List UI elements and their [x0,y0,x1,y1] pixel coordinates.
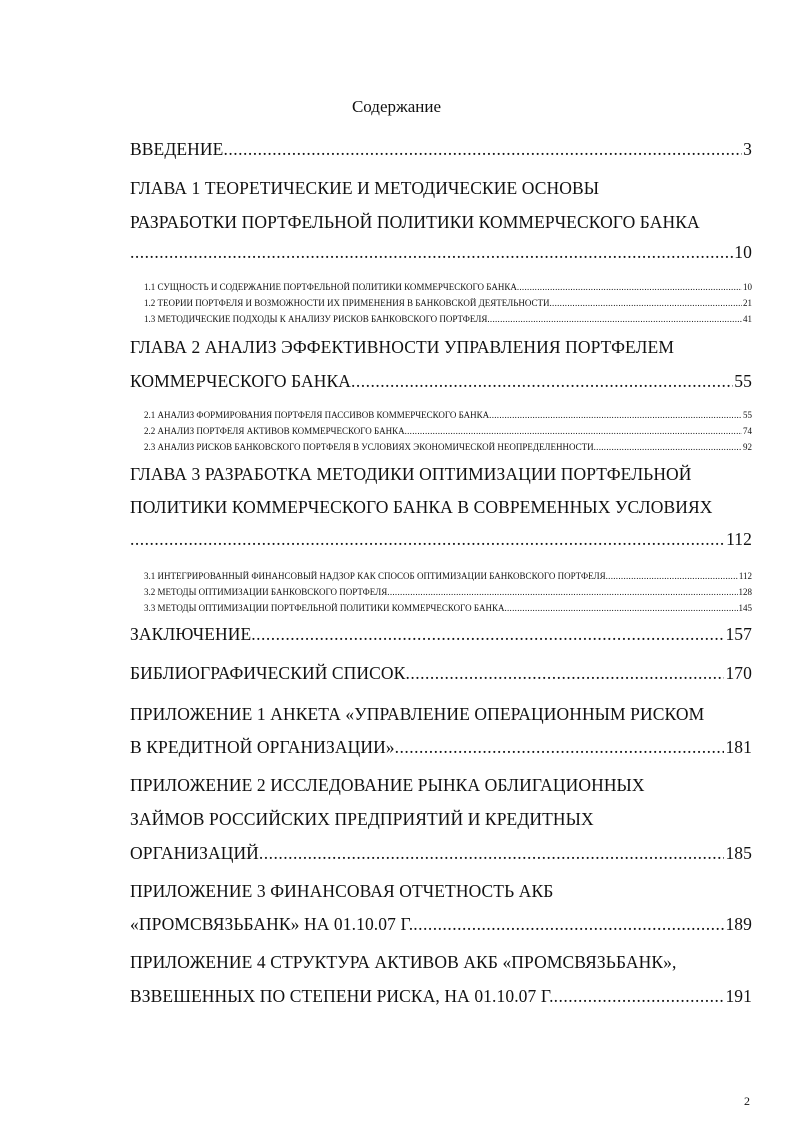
toc-entry-page: 3 [743,139,752,159]
toc-section-2-3[interactable] [144,441,752,453]
toc-section-page: 92 [743,442,752,452]
toc-section-text: 2.2 АНАЛИЗ ПОРТФЕЛЯ АКТИВОВ КОММЕРЧЕСКОГО БАНКА [144,426,405,436]
toc-section-text: 2.1 АНАЛИЗ ФОРМИРОВАНИЯ ПОРТФЕЛЯ ПАССИВОВ КОММЕРЧЕСКОГО БАНКА [144,410,490,420]
toc-entry-text: «ПРОМСВЯЗЬБАНК» НА 01.10.07 Г. [130,914,414,934]
toc-chapter-3-page-line[interactable] [130,527,752,551]
toc-appendix-2-line-1[interactable]: ПРИЛОЖЕНИЕ 2 ИССЛЕДОВАНИЕ РЫНКА ОБЛИГАЦИОННЫХ [130,775,645,795]
toc-entry-introduction[interactable] [130,137,752,161]
toc-entry-text: В КРЕДИТНОЙ ОРГАНИЗАЦИИ» [130,737,395,757]
toc-appendix-1-line-1[interactable]: ПРИЛОЖЕНИЕ 1 АНКЕТА «УПРАВЛЕНИЕ ОПЕРАЦИОННЫМ РИСКОМ [130,704,705,724]
toc-appendix-1-line-2[interactable] [130,735,752,759]
toc-chapter-1-line-2[interactable]: РАЗРАБОТКИ ПОРТФЕЛЬНОЙ ПОЛИТИКИ КОММЕРЧЕСКОГО БАНКА [130,212,700,232]
leader-dots [489,409,742,421]
leader-dots [549,297,742,309]
toc-entry-text: ВЗВЕШЕННЫХ ПО СТЕПЕНИ РИСКА, НА 01.10.07 Г. [130,986,554,1006]
toc-section-text: 1.1 СУЩНОСТЬ И СОДЕРЖАНИЕ ПОРТФЕЛЬНОЙ ПОЛИТИКИ КОММЕРЧЕСКОГО БАНКА [144,282,517,292]
toc-section-page: 21 [743,298,752,308]
toc-section-1-2[interactable] [144,297,752,309]
leader-dots [554,984,725,1008]
leader-dots [504,602,737,614]
toc-entry-text: ЗАКЛЮЧЕНИЕ [130,624,252,644]
leader-dots [387,586,737,598]
toc-entry-page: 181 [725,737,752,757]
toc-entry-page: 185 [725,843,752,863]
toc-section-page: 128 [738,587,752,597]
leader-dots [594,441,742,453]
toc-section-page: 41 [743,314,752,324]
toc-entry-text: БИБЛИОГРАФИЧЕСКИЙ СПИСОК [130,663,406,683]
leader-dots [251,622,724,646]
leader-dots [413,912,724,936]
toc-entry-bibliography[interactable] [130,661,752,685]
toc-appendix-2-line-2[interactable]: ЗАЙМОВ РОССИЙСКИХ ПРЕДПРИЯТИЙ И КРЕДИТНЫХ [130,809,594,829]
toc-appendix-3-line-1[interactable]: ПРИЛОЖЕНИЕ 3 ФИНАНСОВАЯ ОТЧЕТНОСТЬ АКБ [130,881,554,901]
toc-section-text: 3.3 МЕТОДЫ ОПТИМИЗАЦИИ ПОРТФЕЛЬНОЙ ПОЛИТИКИ КОММЕРЧЕСКОГО БАНКА [144,603,505,613]
toc-section-text: 2.3 АНАЛИЗ РИСКОВ БАНКОВСКОГО ПОРТФЕЛЯ В УСЛОВИЯХ ЭКОНОМИЧЕСКОЙ НЕОПРЕДЕЛЕННОСТИ [144,442,594,452]
toc-section-3-3[interactable] [144,602,752,614]
page-number: 2 [744,1094,750,1108]
leader-dots [405,661,724,685]
toc-entry-page: 191 [725,986,752,1006]
toc-section-page: 55 [743,410,752,420]
leader-dots [259,841,725,865]
leader-dots [223,137,742,161]
leader-dots [517,281,742,293]
toc-chapter-1-page-line[interactable] [130,240,752,264]
toc-entry-page: 10 [734,242,752,262]
toc-section-page: 10 [743,282,752,292]
toc-chapter-2-line-2[interactable] [130,369,752,393]
toc-appendix-3-line-2[interactable] [130,912,752,936]
toc-section-2-2[interactable] [144,425,752,437]
toc-entry-page: 189 [725,914,752,934]
toc-appendix-4-line-2[interactable] [130,984,752,1008]
toc-entry-text: ОРГАНИЗАЦИЙ [130,843,259,863]
toc-section-page: 145 [738,603,752,613]
toc-entry-text: КОММЕРЧЕСКОГО БАНКА [130,371,352,391]
toc-entry-text: ВВЕДЕНИЕ [130,139,224,159]
toc-section-page: 112 [738,571,752,581]
toc-entry-page: 157 [725,624,752,644]
toc-section-text: 3.2 МЕТОДЫ ОПТИМИЗАЦИИ БАНКОВСКОГО ПОРТФЕЛЯ [144,587,388,597]
toc-appendix-4-line-1[interactable]: ПРИЛОЖЕНИЕ 4 СТРУКТУРА АКТИВОВ АКБ «ПРОМСВЯЗЬБАНК», [130,952,677,972]
toc-section-3-1[interactable] [144,570,752,582]
toc-section-page: 74 [743,426,752,436]
toc-title: Содержание [351,97,442,116]
leader-dots [405,425,742,437]
toc-chapter-3-line-1[interactable]: ГЛАВА 3 РАЗРАБОТКА МЕТОДИКИ ОПТИМИЗАЦИИ ПОРТФЕЛЬНОЙ [130,464,692,484]
leader-dots [487,313,742,325]
toc-appendix-2-line-3[interactable] [130,841,752,865]
leader-dots [351,369,733,393]
toc-chapter-2-line-1[interactable]: ГЛАВА 2 АНАЛИЗ ЭФФЕКТИВНОСТИ УПРАВЛЕНИЯ ПОРТФЕЛЕМ [130,337,674,357]
leader-dots [130,240,733,264]
toc-entry-page: 55 [734,371,752,391]
toc-entry-conclusion[interactable] [130,622,752,646]
toc-entry-page: 170 [725,663,752,683]
toc-entry-page: 112 [726,529,752,549]
toc-section-3-2[interactable] [144,586,752,598]
toc-chapter-3-line-2[interactable]: ПОЛИТИКИ КОММЕРЧЕСКОГО БАНКА В СОВРЕМЕННЫХ УСЛОВИЯХ [130,497,713,517]
leader-dots [130,527,725,551]
leader-dots [395,735,725,759]
toc-section-text: 3.1 ИНТЕГРИРОВАННЫЙ ФИНАНСОВЫЙ НАДЗОР КАК СПОСОБ ОПТИМИЗАЦИИ БАНКОВСКОГО ПОРТФЕЛЯ [144,571,606,581]
toc-chapter-1-line-1[interactable]: ГЛАВА 1 ТЕОРЕТИЧЕСКИЕ И МЕТОДИЧЕСКИЕ ОСНОВЫ [130,178,600,198]
leader-dots [606,570,738,582]
toc-section-text: 1.2 ТЕОРИИ ПОРТФЕЛЯ И ВОЗМОЖНОСТИ ИХ ПРИМЕНЕНИЯ В БАНКОВСКОЙ ДЕЯТЕЛЬНОСТИ [144,298,550,308]
toc-section-text: 1.3 МЕТОДИЧЕСКИЕ ПОДХОДЫ К АНАЛИЗУ РИСКОВ БАНКОВСКОГО ПОРТФЕЛЯ [144,314,488,324]
toc-section-2-1[interactable] [144,409,752,421]
toc-section-1-1[interactable] [144,281,752,293]
toc-section-1-3[interactable] [144,313,752,325]
